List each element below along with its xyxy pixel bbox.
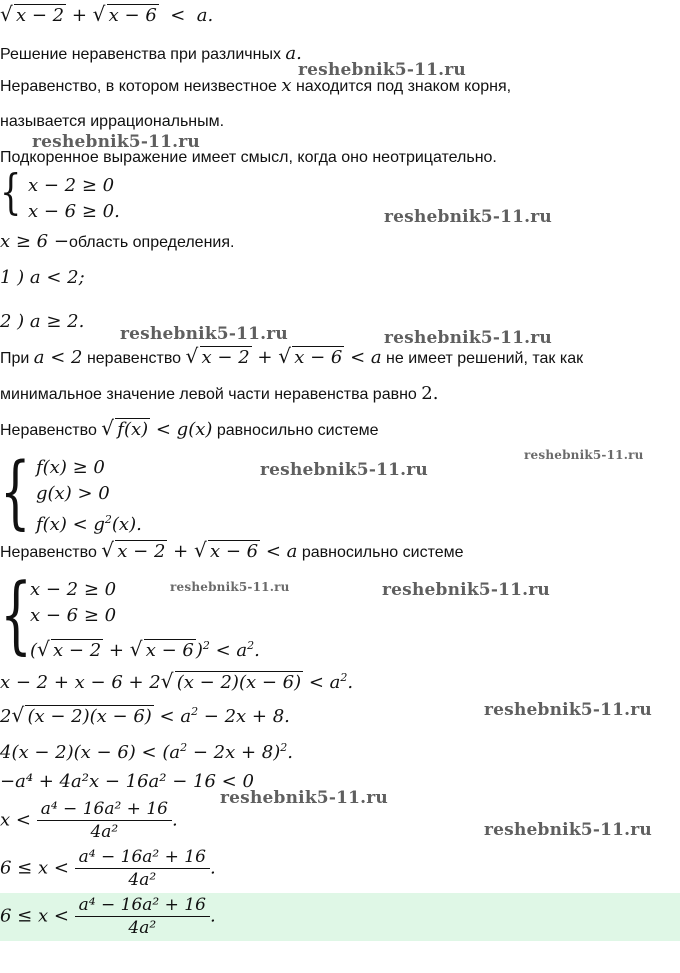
case-1: 1 ) a < 2; xyxy=(0,267,85,288)
system1-row2: x − 6 ≥ 0. xyxy=(28,201,120,222)
text-line-case1-explain: При a < 2 неравенство √ x − 2 + √ x − 6 < a не имеет решений, так как xyxy=(0,348,583,369)
fraction: $\frac{\text{a⁴ − 16a² + 16}}{\text{4a²}}$ xyxy=(75,846,210,891)
case-2: 2 ) a ≥ 2. xyxy=(0,311,85,332)
text-line-definition: Неравенство, в котором неизвестное x находится под знаком корня, xyxy=(0,75,512,96)
watermark: reshebnik5-11.ru xyxy=(120,324,288,344)
text-line-irrational: называется иррациональным. xyxy=(0,113,225,130)
step-isolate-root: 2√ $(x - 2)(x - 6) < a^2 - 2x + 8$. xyxy=(0,702,290,727)
text-line-equivalence-2: Неравенство √ x − 2 + √ x − 6 < a равносильно системе xyxy=(0,542,464,563)
system2-brace: { xyxy=(0,445,31,538)
watermark: reshebnik5-11.ru xyxy=(170,580,290,594)
watermark: reshebnik5-11.ru xyxy=(298,60,466,80)
watermark: reshebnik5-11.ru xyxy=(384,328,552,348)
fraction: $\frac{\text{a⁴ − 16a² + 16}}{\text{4a²}}$ xyxy=(37,798,172,843)
sqrt-x-minus-2: √ x − 2 xyxy=(0,6,66,26)
watermark: reshebnik5-11.ru xyxy=(260,460,428,480)
system-brace: { xyxy=(0,164,22,220)
sqrt-x-minus-6: √ x − 6 xyxy=(93,6,159,26)
text-line-solution-intro: Решение неравенства при различных a. xyxy=(0,43,302,64)
watermark: reshebnik5-11.ru xyxy=(484,700,652,720)
system3-row3: (√ x − 2 + √ x − 6 )$^2 < a^2$. xyxy=(30,636,260,661)
domain-line: x ≥ 6 −область определения. xyxy=(0,231,235,252)
step-x-bound: x < $\frac{\text{a⁴ − 16a² + 16}}{\text{4a²}}$ . xyxy=(0,799,178,842)
step-simplify: −a⁴ + 4a²x − 16a² − 16 < 0 xyxy=(0,771,254,792)
watermark: reshebnik5-11.ru xyxy=(484,820,652,840)
problem-statement: √ x − 2 + √ x − 6 < a. xyxy=(0,6,213,26)
text-line-min-value: минимальное значение левой части неравенства равно 2. xyxy=(0,383,439,404)
watermark: reshebnik5-11.ru xyxy=(524,448,644,462)
final-answer: 6 ≤ x < $\frac{\text{a⁴ − 16a² + 16}}{\text{4a²}}$ . xyxy=(0,895,216,938)
system3-brace: { xyxy=(0,565,33,663)
system3-row2: x − 6 ≥ 0 xyxy=(30,605,117,626)
watermark: reshebnik5-11.ru xyxy=(382,580,550,600)
text-line-radicand: Подкоренное выражение имеет смысл, когда оно неотрицательно. xyxy=(0,149,497,166)
text-line-equivalence: Неравенство √ f(x) < g(x) равносильно системе xyxy=(0,420,379,441)
watermark: reshebnik5-11.ru xyxy=(32,132,200,152)
step-square: $4(x - 2)(x - 6) < (a^2 - 2x + 8)^2$. xyxy=(0,741,293,763)
step-expand: x − 2 + x − 6 + 2√ $(x - 2)(x - 6) < a^2$. xyxy=(0,668,353,693)
system2-row1: f(x) ≥ 0 xyxy=(36,457,105,478)
fraction: $\frac{\text{a⁴ − 16a² + 16}}{\text{4a²}}$ xyxy=(75,894,210,939)
system3-row1: x − 2 ≥ 0 xyxy=(30,579,117,600)
system2-row3: $f(x) < g^2(x)$. xyxy=(36,513,142,535)
watermark: reshebnik5-11.ru xyxy=(220,788,388,808)
system2-row2: g(x) > 0 xyxy=(36,483,110,504)
system1-row1: x − 2 ≥ 0 xyxy=(28,175,115,196)
step-combined: 6 ≤ x < $\frac{\text{a⁴ − 16a² + 16}}{\text{4a²}}$ . xyxy=(0,847,216,890)
watermark: reshebnik5-11.ru xyxy=(384,207,552,227)
